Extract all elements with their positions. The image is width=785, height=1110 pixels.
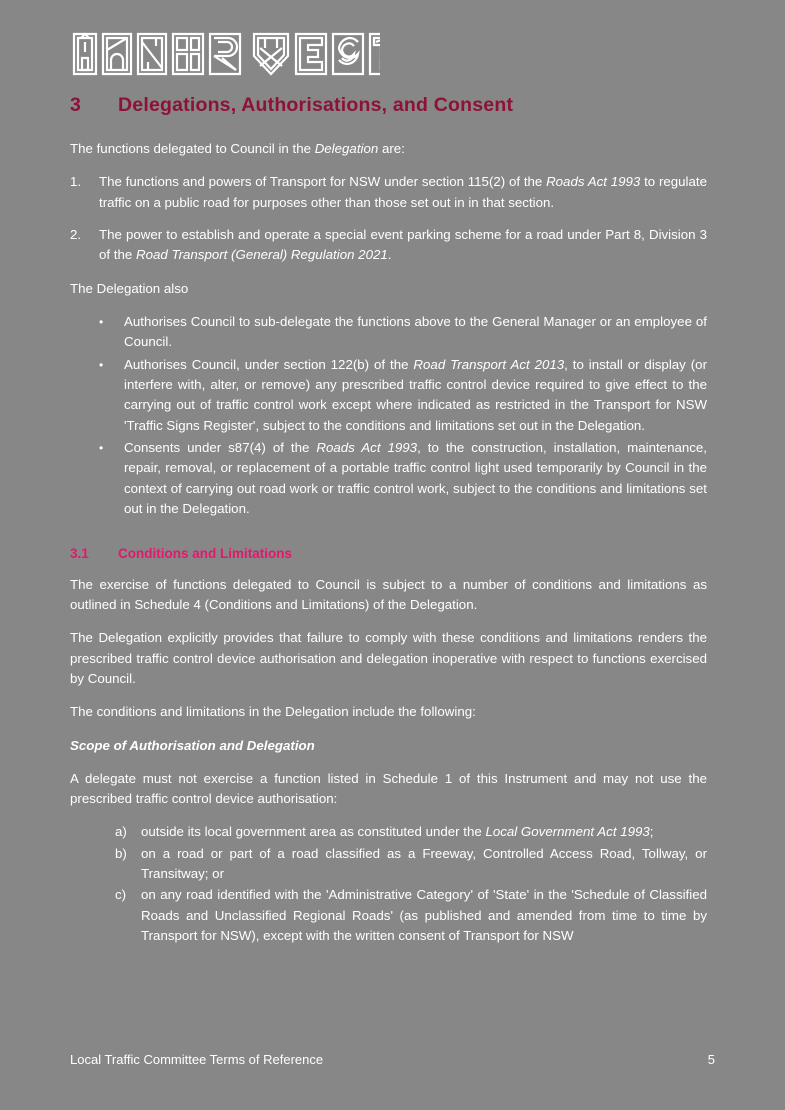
bullet-icon: •	[99, 357, 104, 372]
list-item-text	[99, 225, 707, 266]
list-marker: 1.	[70, 174, 82, 190]
scope-restrictions-list	[70, 822, 707, 946]
list-item-text	[141, 844, 707, 885]
legislation-reference: Local Government Act 1993	[485, 824, 650, 840]
subsection-heading	[70, 546, 707, 561]
text-before: Authorises Council to sub-delegate the functions above to the General Manager or an employee of Council.	[124, 314, 707, 350]
subsection-heading-number: 3.1	[70, 545, 89, 561]
list-item-text	[141, 885, 707, 946]
list-item-text	[124, 312, 707, 353]
text-after: .	[387, 247, 392, 263]
list-marker: a)	[115, 824, 127, 840]
inner-west-logo	[70, 28, 707, 80]
list-marker: 2.	[70, 227, 82, 243]
footer-document-title: Local Traffic Committee Terms of Reference	[70, 1052, 324, 1067]
text-before: on a road or part of a road classified as a Freeway, Controlled Access Road, Tollway, or Transitway; or	[141, 845, 707, 881]
list-item-text	[141, 822, 707, 842]
legislation-reference: Road Transport (General) Regulation 2021	[135, 247, 388, 263]
delegation-bullet-list	[70, 312, 707, 519]
text-before: on any road identified with the 'Administrative Category' of 'State' in the 'Schedule of Classified Roads and Unclassified Regional Roads' (as published and amended from time to time by Transport for NSW), except with the written consent of Transport for NSW	[141, 887, 707, 943]
list-item	[115, 822, 707, 842]
legislation-reference: Roads Act 1993	[546, 174, 641, 190]
list-item-text	[124, 355, 707, 436]
section-heading	[70, 94, 707, 117]
delegated-functions-list	[70, 172, 707, 265]
text-after: ;	[649, 824, 654, 840]
list-marker: b)	[115, 845, 127, 861]
list-item	[70, 172, 707, 213]
text-after: to regulate traffic on a public road for purposes other than those set out in in that section.	[99, 174, 707, 210]
text-after: , to install or display (or interfere with, alter, or remove) any prescribed traffic control device required to give effect to the carrying out of traffic control work except where indicated as restricted in the Transport for NSW 'Traffic Signs Register', subject to the conditions and limitations set out in the Delegation.	[124, 356, 707, 433]
list-marker: c)	[115, 887, 127, 903]
list-item	[115, 844, 707, 885]
bullet-icon: •	[99, 315, 104, 330]
section-heading-number: 3	[70, 94, 82, 116]
text-before: The power to establish and operate a special event parking scheme for a road under Part 8, Division 3 of the	[99, 227, 707, 263]
delegation-also-intro: The Delegation also	[70, 280, 189, 296]
page-footer	[70, 1052, 715, 1067]
text-after: , to the construction, installation, maintenance, repair, removal, or replacement of a portable traffic control light used temporarily by Council in the context of carrying out road work or traffic control work, subject to the conditions and limitations set out in the Delegation.	[124, 440, 708, 517]
list-item	[115, 885, 707, 946]
list-item	[70, 225, 707, 266]
page-content	[70, 28, 707, 959]
list-item	[99, 355, 707, 436]
scope-subheading: Scope of Authorisation and Delegation	[70, 737, 315, 753]
section-heading-title: Delegations, Authorisations, and Consent	[118, 94, 514, 116]
list-item-text	[99, 172, 707, 213]
text-before: Consents under s87(4) of the	[124, 440, 317, 456]
text-before: outside its local government area as constituted under the	[141, 824, 486, 840]
text-before: Authorises Council, under section 122(b) of the	[124, 356, 414, 372]
intro-italic-term: Delegation	[314, 141, 379, 156]
conditions-paragraph-3: The conditions and limitations in the Delegation include the following:	[70, 704, 476, 720]
bullet-icon: •	[99, 441, 104, 456]
intro-paragraph: The functions delegated to Council in the Delegation are:	[70, 141, 405, 156]
list-item	[99, 312, 707, 353]
conditions-paragraph-2: The Delegation explicitly provides that failure to comply with these conditions and limitations renders the prescribed traffic control device authorisation and delegation inoperative with respect to functions exercised by Council.	[70, 630, 707, 686]
conditions-paragraph-1: The exercise of functions delegated to Council is subject to a number of conditions and limitations as outlined in Schedule 4 (Conditions and Limitations) of the Delegation.	[70, 576, 707, 612]
text-before: The functions and powers of Transport for NSW under section 115(2) of the	[99, 174, 547, 190]
footer-page-number: 5	[707, 1052, 715, 1067]
legislation-reference: Roads Act 1993	[316, 440, 418, 456]
scope-intro-paragraph: A delegate must not exercise a function listed in Schedule 1 of this Instrument and may not use the prescribed traffic control device authorisation:	[70, 770, 707, 806]
list-item-text	[124, 438, 707, 519]
list-item	[99, 438, 707, 519]
subsection-heading-title: Conditions and Limitations	[118, 545, 292, 561]
legislation-reference: Road Transport Act 2013	[413, 356, 565, 372]
